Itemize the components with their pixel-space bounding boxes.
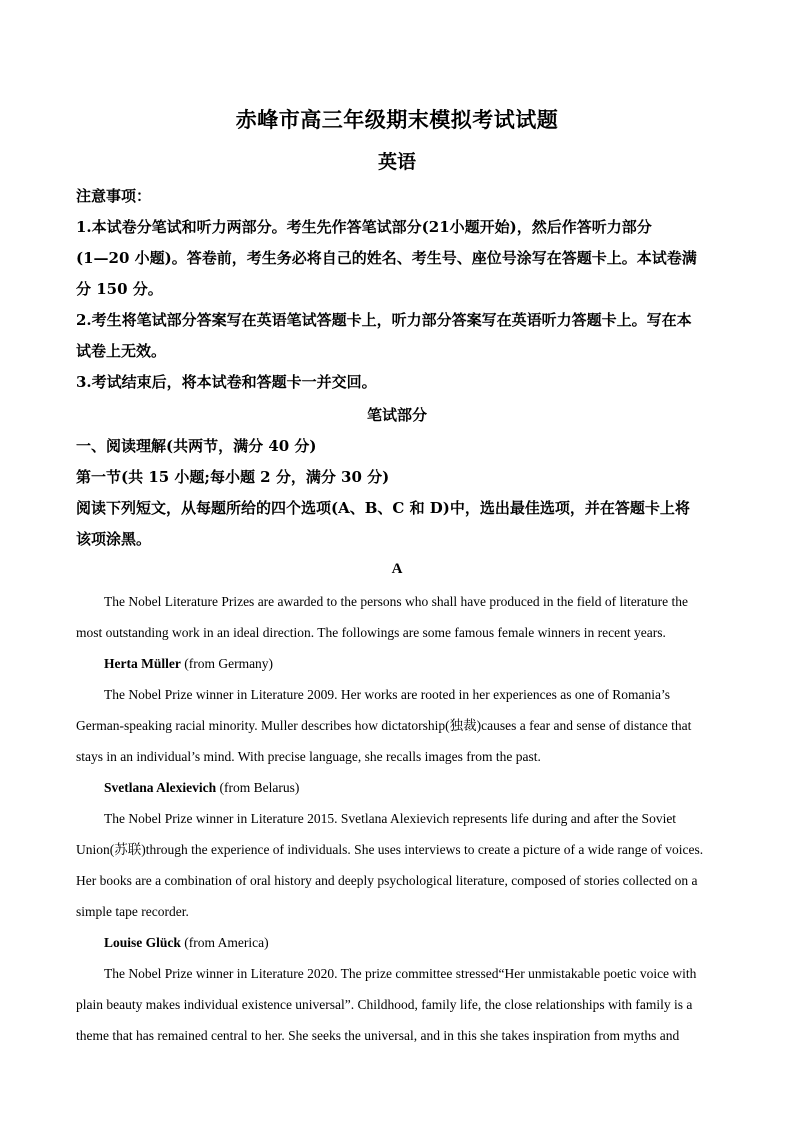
notice-line: (1—20 小题)。答卷前，考生务必将自己的姓名、考生号、座位号涂写在答题卡上。本试卷满 bbox=[76, 249, 697, 267]
passage-text-line: Her books are a combination of oral history and deeply psychological literature, composed of stories collected on a bbox=[76, 873, 698, 888]
winner-heading bbox=[76, 772, 736, 803]
passage-letter: A bbox=[391, 561, 403, 577]
winner-heading bbox=[76, 927, 736, 958]
passage-text-line: Union(苏联)through the experience of individuals. She uses interviews to create a picture of a wide range of voices. bbox=[76, 842, 704, 857]
passage-text-line: simple tape recorder. bbox=[76, 904, 189, 919]
notice-line: 2.考生将笔试部分答案写在英语笔试答题卡上，听力部分答案写在英语听力答题卡上。写在本 bbox=[76, 311, 692, 329]
notice-line: 分 150 分。 bbox=[76, 280, 163, 298]
notice-line: 试卷上无效。 bbox=[76, 342, 167, 360]
part-heading: 一、阅读理解(共两节，满分 40 分) bbox=[76, 437, 317, 455]
passage-body bbox=[76, 586, 736, 1051]
winner-name: Herta Müller bbox=[104, 656, 181, 671]
winner-origin: (from America) bbox=[180, 935, 269, 950]
passage-text-line: The Nobel Prize winner in Literature 2015. Svetlana Alexievich represents life during and after the Soviet bbox=[104, 811, 677, 826]
notice-heading: 注意事项： bbox=[76, 187, 152, 205]
winner-name: Svetlana Alexievich bbox=[104, 780, 217, 795]
subsection-heading: 第一节(共 15 小题;每小题 2 分，满分 30 分) bbox=[76, 468, 390, 486]
passage-text-line: German-speaking racial minority. Muller describes how dictatorship(独裁)causes a fear and sense of distance that bbox=[76, 718, 692, 733]
written-section-title: 笔试部分 bbox=[366, 406, 427, 424]
passage-text-line: stays in an individual’s mind. With precise language, she recalls images from the past. bbox=[76, 749, 541, 764]
notice-block bbox=[76, 181, 736, 398]
notice-line: 1.本试卷分笔试和听力两部分。考生先作答笔试部分(21小题开始)，然后作答听力部分 bbox=[76, 218, 652, 236]
passage-text-line: The Nobel Prize winner in Literature 2020. The prize committee stressed“Her unmistakable poetic voice with bbox=[104, 966, 697, 981]
passage-text-line: The Nobel Literature Prizes are awarded to the persons who shall have produced in the field of literature the bbox=[104, 594, 689, 609]
subject-title: 英语 bbox=[377, 151, 416, 173]
passage-text-line: plain beauty makes individual existence universal”. Childhood, family life, the close relationships with family is a bbox=[76, 997, 693, 1012]
page-title: 赤峰市高三年级期末模拟考试试题 bbox=[235, 107, 559, 132]
instruction-line: 该项涂黑。 bbox=[76, 530, 152, 548]
winner-heading bbox=[76, 648, 736, 679]
passage-text-line: most outstanding work in an ideal direction. The followings are some famous female winners in recent years. bbox=[76, 625, 666, 640]
passage-text-line: theme that has remained central to her. She seeks the universal, and in this she takes inspiration from myths and bbox=[76, 1028, 680, 1043]
winner-name: Louise Glück bbox=[104, 935, 181, 950]
notice-line: 3.考试结束后，将本试卷和答题卡一并交回。 bbox=[76, 373, 377, 391]
winner-origin: (from Germany) bbox=[180, 656, 274, 671]
passage-text-line: The Nobel Prize winner in Literature 2009. Her works are rooted in her experiences as one of Romania’s bbox=[104, 687, 671, 702]
winner-origin: (from Belarus) bbox=[216, 780, 300, 795]
instruction-line: 阅读下列短文，从每题所给的四个选项(A、B、C 和 D)中，选出最佳选项，并在答题卡上将 bbox=[76, 499, 690, 517]
